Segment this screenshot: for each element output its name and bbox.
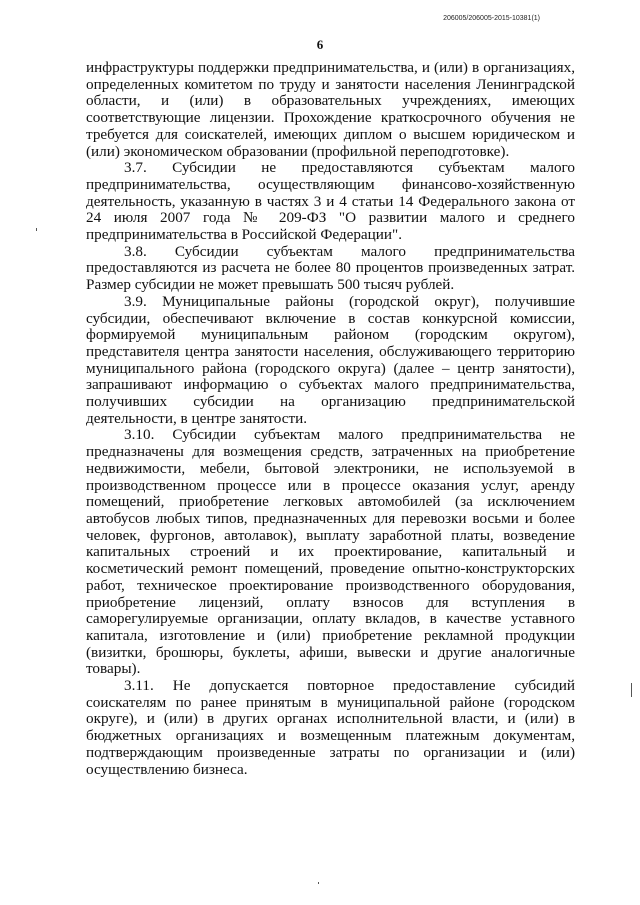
paragraph-3-11: 3.11. Не допускается повторное предоставление субсидий соискателям по ранее принятым в муниципальной районе (городском округе), и (или) в других органах исполнительной власти, и (или) в бюджетных организациях и возмещенным платежным документам, подтверждающим произведенные затраты по организации и (или) осуществлению бизнеса. xyxy=(86,677,575,778)
paragraph-3-8: 3.8. Субсидии субъектам малого предпринимательства предоставляются из расчета не более 80 процентов произведенных затрат. Размер субсидии не может превышать 500 тысяч рублей. xyxy=(86,242,575,294)
scan-mark-right xyxy=(631,683,632,697)
document-id: 206005/206005-2015-10381(1) xyxy=(443,15,540,22)
page-number: 6 xyxy=(316,37,324,52)
scan-mark-left xyxy=(36,228,37,231)
paragraph-3-9: 3.9. Муниципальные районы (городской округ), получившие субсидии, обеспечивают включение в состав конкурсной комиссии, формируемой муниципальным районом (городским округом), представителя центра занятости населения, обслуживающего территорию муниципального района (городского округа) (далее – центр занятости), запрашивают информацию о субъектах малого предпринимательства, получивших субсидии на организацию предпринимательской деятельности, в центре занятости. xyxy=(86,292,575,427)
document-body xyxy=(86,60,575,778)
paragraph-3-10: 3.10. Субсидии субъектам малого предпринимательства не предназначены для возмещения средств, затраченных на приобретение недвижимости, мебели, бытовой электроники, не используемой в производственном процессе или в процессе оказания услуг, аренду помещений, приобретение легковых автомобилей (за исключением автобусов любых типов, предназначенных для перевозки восьми и более человек, фургонов, автолавок), выплату заработной платы, возведение капитальных строений и их проектирование, капитальный и косметический ремонт помещений, проведение опытно-конструкторских работ, техническое проектирование производственного оборудования, приобретение лицензий, оплату взносов для вступления в саморегулируемые организации, оплату вкладов, в качестве уставного капитала, изготовление и (или) приобретение рекламной продукции (визитки, брошюры, буклеты, афиши, вывески и другие аналогичные товары). xyxy=(86,426,575,678)
paragraph-3-7: 3.7. Субсидии не предоставляются субъектам малого предпринимательства, осуществляющим финансово-хозяйственную деятельность, указанную в частях 3 и 4 статьи 14 Федерального закона от 24 июля 2007 года № 209-ФЗ "О развитии малого и среднего предпринимательства в Российской Федерации". xyxy=(86,159,575,244)
scan-mark-bottom xyxy=(318,882,319,884)
paragraph-continuation: инфраструктуры поддержки предпринимательства, и (или) в организациях, определенных комитетом по труду и занятости населения Ленинградской области, и (или) в образовательных учреждениях, имеющих соответствующие лицензии. Прохождение краткосрочного обучения не требуется для соискателей, имеющих диплом о высшем юридическом и (или) экономическом образовании (профильной переподготовке). xyxy=(86,59,575,160)
